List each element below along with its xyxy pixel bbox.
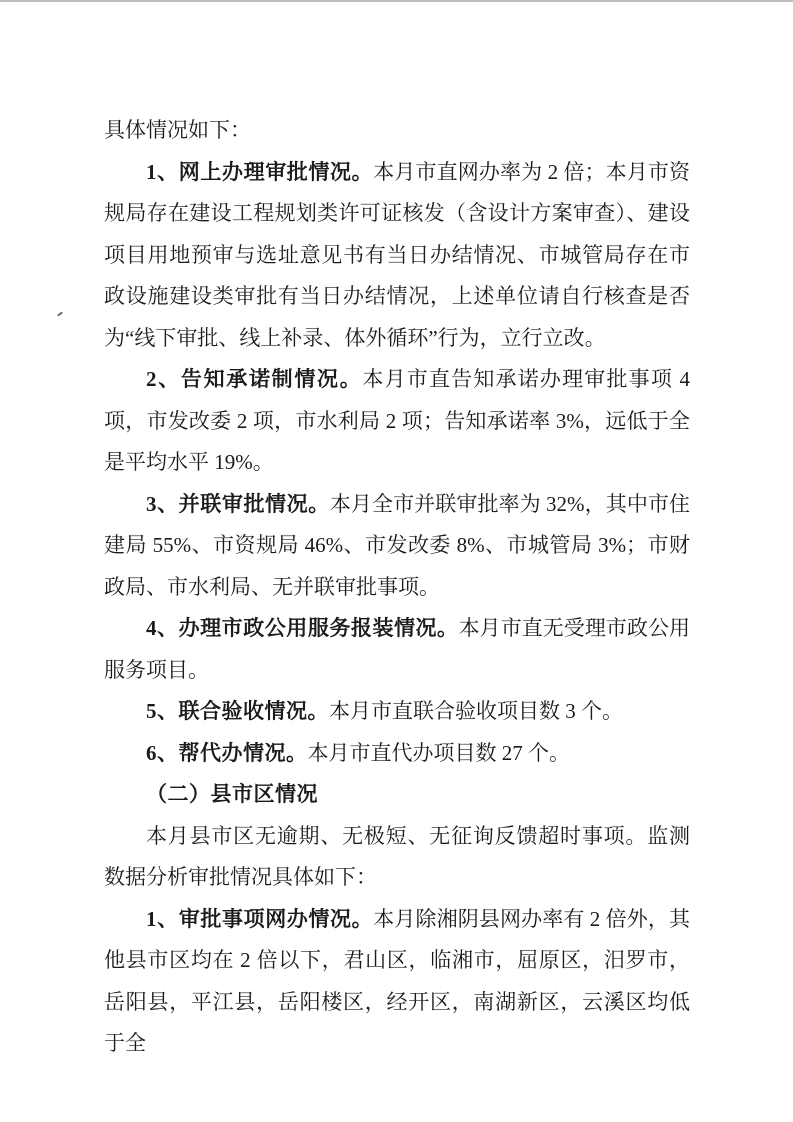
paragraph-notification-commitment (104, 359, 690, 484)
paragraph-online-approval-lead: 1、网上办理审批情况。 (146, 159, 374, 184)
paragraph-county-online-rate (104, 899, 690, 1065)
paragraph-municipal-utility-lead: 4、办理市政公用服务报装情况。 (146, 616, 459, 640)
paragraph-joint-acceptance-lead: 5、联合验收情况。 (146, 699, 329, 723)
intro-line: 具体情况如下： (104, 118, 251, 142)
paragraph-joint-acceptance (104, 691, 690, 733)
paragraph-online-approval (104, 152, 690, 360)
section-intro-county-districts: 本月县市区无逾期、无极短、无征询反馈超时事项。监测数据分析审批情况具体如下： (104, 823, 690, 889)
paragraph-agency-service (104, 733, 690, 775)
scan-artifact-line (0, 0, 793, 2)
paragraph-county-online-rate-lead: 1、审批事项网办情况。 (146, 906, 374, 931)
paragraph-notification-commitment-lead: 2、告知承诺制情况。 (146, 367, 363, 391)
paragraph-online-approval-body: 本月市直网办率为 2 倍；本月市资规局存在建设工程规划类许可证核发（含设计方案审查）、建设项目用地预审与选址意见书有当日办结情况、市城管局存在市政设施建设类审批有当日办结情况，上述单位请自行核查是否为“线下审批、线上补录、体外循环”行为，立行立改。 (104, 159, 691, 350)
document-body (104, 110, 690, 1065)
scan-artifact-speck (57, 311, 63, 316)
paragraph-joint-acceptance-body: 本月市直联合验收项目数 3 个。 (329, 699, 623, 723)
paragraph-municipal-utility (104, 608, 690, 691)
paragraph-notification-commitment-body: 本月市直告知承诺办理审批事项 4 项，市发改委 2 项，市水利局 2 项；告知承诺率 3%，远低于全是平均水平 19%。 (104, 367, 691, 474)
paragraph-parallel-approval (104, 484, 690, 609)
section-heading-county-districts: （二）县市区情况 (146, 782, 318, 806)
paragraph-parallel-approval-lead: 3、并联审批情况。 (146, 491, 330, 516)
paragraph-parallel-approval-body: 本月全市并联审批率为 32%，其中市住建局 55%、市资规局 46%、市发改委 8%、市城管局 3%；市财政局、市水利局、无并联审批事项。 (104, 491, 690, 599)
paragraph-agency-service-body: 本月市直代办项目数 27 个。 (307, 740, 570, 765)
paragraph-municipal-utility-body: 本月市直无受理市政公用服务项目。 (104, 616, 691, 682)
paragraph-agency-service-lead: 6、帮代办情况。 (146, 740, 308, 765)
paragraph-county-online-rate-body: 本月除湘阴县网办率有 2 倍外，其他县市区均在 2 倍以下，君山区，临湘市，屈原区，汨罗市，岳阳县，平江县，岳阳楼区，经开区，南湖新区，云溪区均低于全 (104, 906, 691, 1055)
